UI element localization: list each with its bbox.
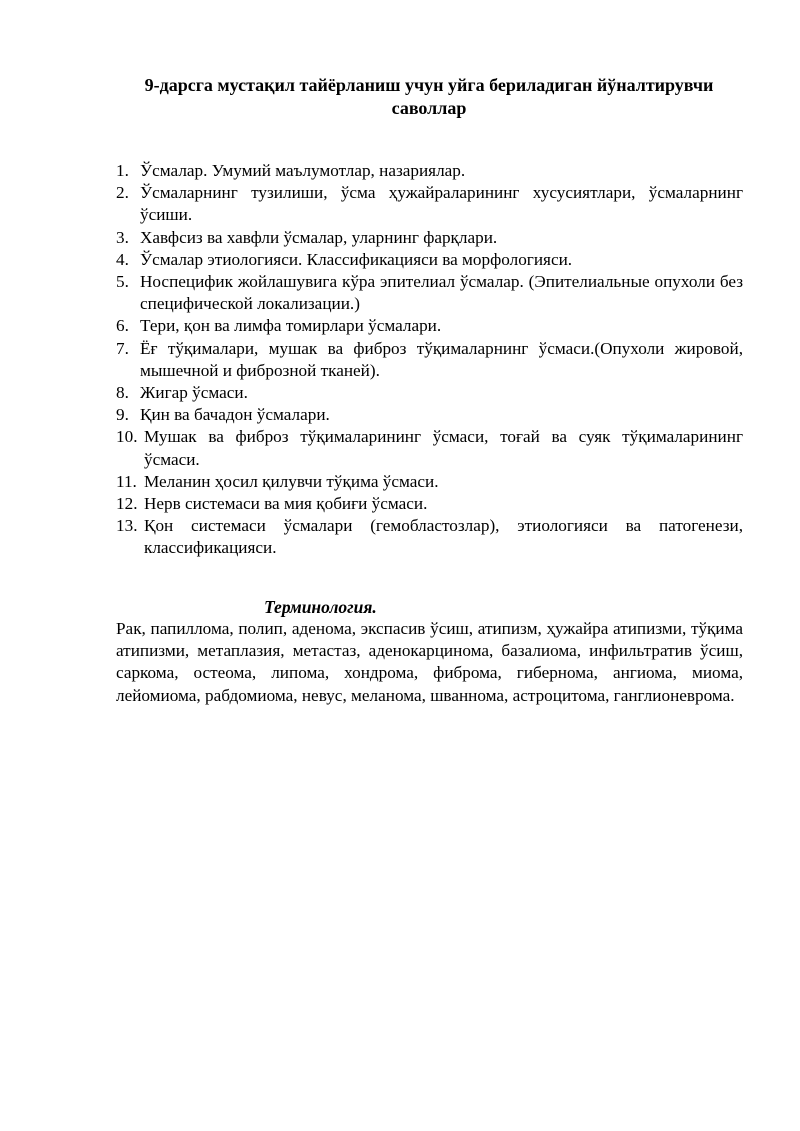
terminology-heading: Терминология. — [264, 597, 377, 617]
list-item-text: Ёғ тўқималари, мушак ва фиброз тўқималарнинг ўсмаси.(Опухоли жировой, мышечной и фиброзной тканей). — [140, 338, 743, 380]
list-item — [116, 404, 743, 426]
list-item-number: 5. — [116, 272, 129, 292]
list-item — [116, 338, 743, 382]
list-item-number: 11. — [116, 471, 137, 491]
list-item-text: Ўсмаларнинг тузилиши, ўсма ҳужайраларининг хусусиятлари, ўсмаларнинг ўсиши. — [140, 183, 743, 225]
list-item-text: Тери, қон ва лимфа томирлари ўсмалари. — [140, 316, 442, 336]
list-item-number: 10. — [116, 427, 138, 447]
document-title: 9-дарсга мустақил тайёрланиш учун уйга бериладиган йўналтирувчи саволлар — [144, 75, 714, 118]
list-item-text: Жигар ўсмаси. — [140, 383, 248, 403]
list-item-number: 9. — [116, 405, 129, 425]
list-item-number: 1. — [116, 161, 129, 180]
list-item-number: 13. — [116, 516, 138, 536]
list-item — [116, 382, 743, 404]
list-item-number: 8. — [116, 383, 129, 403]
list-item — [116, 249, 743, 271]
list-item-text: Мушак ва фиброз тўқималарининг ўсмаси, тоғай ва суяк тўқималарининг ўсмаси. — [144, 427, 743, 469]
list-item-text: Хавфсиз ва хавфли ўсмалар, уларнинг фарқлари. — [140, 227, 498, 247]
list-item — [116, 182, 743, 226]
list-item-number: 7. — [116, 338, 129, 358]
list-item — [116, 493, 743, 515]
list-item-number: 2. — [116, 183, 129, 203]
list-item-text: Нерв системаси ва мия қобиғи ўсмаси. — [144, 494, 428, 514]
list-item — [116, 315, 743, 337]
list-item — [116, 227, 743, 249]
list-item-number: 4. — [116, 249, 129, 269]
list-item-number: 6. — [116, 316, 129, 336]
list-item-text: Меланин ҳосил қилувчи тўқима ўсмаси. — [144, 471, 439, 491]
list-item-number: 12. — [116, 494, 138, 514]
list-item-text: Қон системаси ўсмалари (гемобластозлар), этиологияси ва патогенези, классификацияси. — [144, 516, 743, 558]
list-item-number: 3. — [116, 227, 129, 247]
list-item-text: Ўсмалар. Умумий маълумотлар, назариялар. — [140, 161, 466, 180]
list-item — [116, 271, 743, 315]
list-item-text: Қин ва бачадон ўсмалари. — [140, 405, 330, 425]
list-item — [116, 160, 743, 182]
list-item-text: Носпецифик жойлашувига кўра эпителиал ўсмалар. (Эпителиальные опухоли без специфической локализации.) — [140, 272, 743, 314]
list-item-text: Ўсмалар этиологияси. Классификацияси ва морфологияси. — [140, 249, 573, 269]
terminology-text: Рак, папиллома, полип, аденома, экспасив ўсиш, атипизм, ҳужайра атипизми, тўқима атипизми, метаплазия, метастаз, аденокарцинома, базалиома, инфильтратив ўсиш, саркома, остеома, липома, хондрома, фиброма, гибернома, ангиома, миома, лейомиома, рабдомиома, невус, меланома, шваннома, астроцитома, ганглионеврома. — [116, 619, 743, 705]
list-item — [116, 471, 743, 493]
list-item — [116, 515, 743, 559]
questions-list — [116, 160, 743, 560]
list-item — [116, 426, 743, 470]
